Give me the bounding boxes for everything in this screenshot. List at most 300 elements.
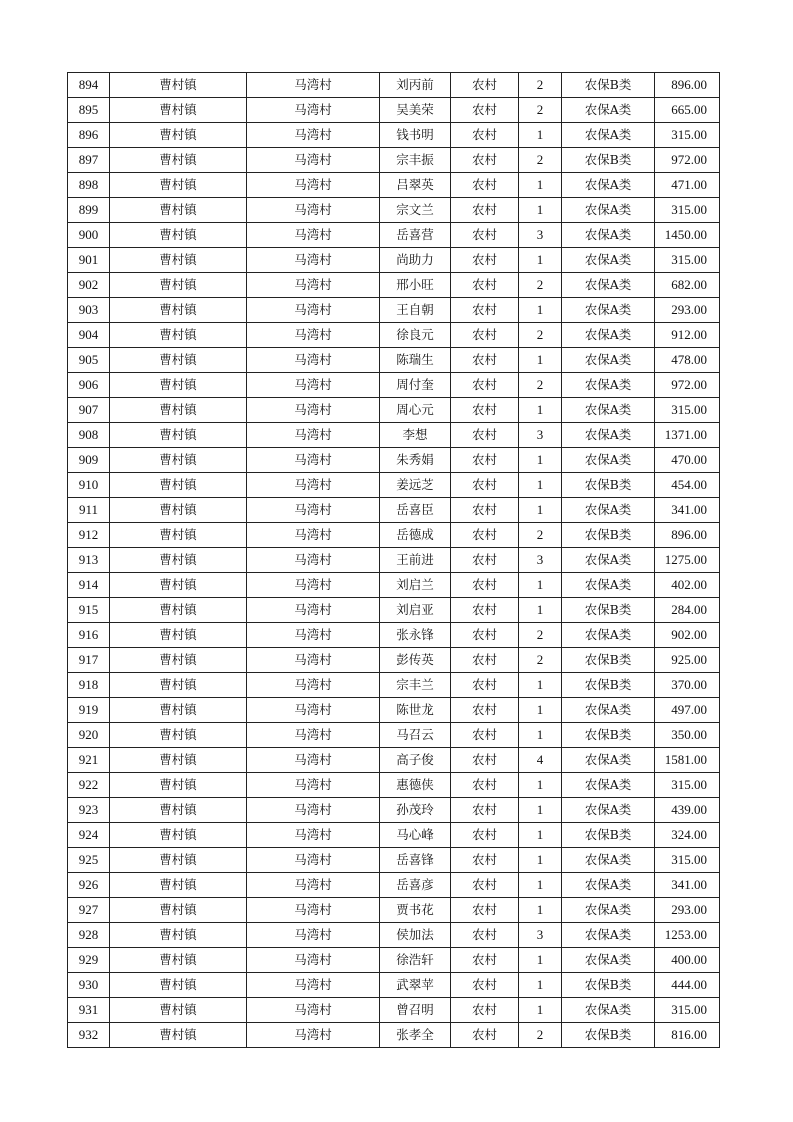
- row-number-cell: 909: [68, 448, 110, 473]
- area-type-cell: 农村: [451, 948, 519, 973]
- person-name-cell: 刘丙前: [380, 73, 451, 98]
- household-count-cell: 3: [519, 548, 562, 573]
- village-cell: 马湾村: [247, 248, 380, 273]
- row-number-cell: 930: [68, 973, 110, 998]
- area-type-cell: 农村: [451, 998, 519, 1023]
- household-count-cell: 2: [519, 323, 562, 348]
- table-row: [68, 548, 720, 573]
- table-row: [68, 898, 720, 923]
- amount-cell: 1253.00: [655, 923, 720, 948]
- insurance-category-cell: 农保B类: [562, 673, 655, 698]
- town-cell: 曹村镇: [110, 398, 247, 423]
- village-cell: 马湾村: [247, 648, 380, 673]
- amount-cell: 293.00: [655, 298, 720, 323]
- village-cell: 马湾村: [247, 923, 380, 948]
- amount-cell: 896.00: [655, 523, 720, 548]
- person-name-cell: 宗丰振: [380, 148, 451, 173]
- row-number-cell: 903: [68, 298, 110, 323]
- person-name-cell: 姜远芝: [380, 473, 451, 498]
- row-number-cell: 895: [68, 98, 110, 123]
- household-count-cell: 1: [519, 723, 562, 748]
- amount-cell: 478.00: [655, 348, 720, 373]
- insurance-category-cell: 农保A类: [562, 548, 655, 573]
- area-type-cell: 农村: [451, 848, 519, 873]
- insurance-category-cell: 农保A类: [562, 698, 655, 723]
- area-type-cell: 农村: [451, 473, 519, 498]
- household-count-cell: 2: [519, 273, 562, 298]
- row-number-cell: 912: [68, 523, 110, 548]
- household-count-cell: 1: [519, 973, 562, 998]
- row-number-cell: 925: [68, 848, 110, 873]
- table-row: [68, 1023, 720, 1048]
- amount-cell: 315.00: [655, 773, 720, 798]
- insurance-category-cell: 农保A类: [562, 623, 655, 648]
- person-name-cell: 张永锋: [380, 623, 451, 648]
- row-number-cell: 921: [68, 748, 110, 773]
- person-name-cell: 陈瑞生: [380, 348, 451, 373]
- person-name-cell: 刘启兰: [380, 573, 451, 598]
- town-cell: 曹村镇: [110, 948, 247, 973]
- village-cell: 马湾村: [247, 548, 380, 573]
- town-cell: 曹村镇: [110, 973, 247, 998]
- person-name-cell: 周心元: [380, 398, 451, 423]
- area-type-cell: 农村: [451, 123, 519, 148]
- household-count-cell: 1: [519, 473, 562, 498]
- town-cell: 曹村镇: [110, 673, 247, 698]
- table-row: [68, 423, 720, 448]
- amount-cell: 315.00: [655, 123, 720, 148]
- table-row: [68, 673, 720, 698]
- amount-cell: 1450.00: [655, 223, 720, 248]
- amount-cell: 896.00: [655, 73, 720, 98]
- person-name-cell: 彭传英: [380, 648, 451, 673]
- area-type-cell: 农村: [451, 1023, 519, 1048]
- row-number-cell: 922: [68, 773, 110, 798]
- row-number-cell: 910: [68, 473, 110, 498]
- village-cell: 马湾村: [247, 573, 380, 598]
- amount-cell: 284.00: [655, 598, 720, 623]
- person-name-cell: 吴美荣: [380, 98, 451, 123]
- person-name-cell: 侯加法: [380, 923, 451, 948]
- household-count-cell: 1: [519, 848, 562, 873]
- town-cell: 曹村镇: [110, 648, 247, 673]
- insurance-category-cell: 农保A类: [562, 123, 655, 148]
- village-cell: 马湾村: [247, 898, 380, 923]
- amount-cell: 682.00: [655, 273, 720, 298]
- area-type-cell: 农村: [451, 373, 519, 398]
- insurance-category-cell: 农保A类: [562, 298, 655, 323]
- town-cell: 曹村镇: [110, 98, 247, 123]
- person-name-cell: 刘启亚: [380, 598, 451, 623]
- village-cell: 马湾村: [247, 123, 380, 148]
- amount-cell: 315.00: [655, 998, 720, 1023]
- table-row: [68, 948, 720, 973]
- area-type-cell: 农村: [451, 798, 519, 823]
- table-row: [68, 598, 720, 623]
- village-cell: 马湾村: [247, 623, 380, 648]
- table-body: [68, 73, 720, 1048]
- town-cell: 曹村镇: [110, 723, 247, 748]
- village-cell: 马湾村: [247, 198, 380, 223]
- insurance-category-cell: 农保A类: [562, 273, 655, 298]
- table-row: [68, 298, 720, 323]
- area-type-cell: 农村: [451, 873, 519, 898]
- town-cell: 曹村镇: [110, 473, 247, 498]
- amount-cell: 402.00: [655, 573, 720, 598]
- insurance-category-cell: 农保B类: [562, 73, 655, 98]
- area-type-cell: 农村: [451, 273, 519, 298]
- household-count-cell: 1: [519, 873, 562, 898]
- town-cell: 曹村镇: [110, 223, 247, 248]
- amount-cell: 470.00: [655, 448, 720, 473]
- insurance-category-cell: 农保A类: [562, 98, 655, 123]
- amount-cell: 400.00: [655, 948, 720, 973]
- row-number-cell: 908: [68, 423, 110, 448]
- village-cell: 马湾村: [247, 348, 380, 373]
- town-cell: 曹村镇: [110, 798, 247, 823]
- village-cell: 马湾村: [247, 498, 380, 523]
- household-count-cell: 1: [519, 823, 562, 848]
- person-name-cell: 吕翠英: [380, 173, 451, 198]
- insurance-category-cell: 农保A类: [562, 248, 655, 273]
- town-cell: 曹村镇: [110, 848, 247, 873]
- amount-cell: 350.00: [655, 723, 720, 748]
- table-row: [68, 698, 720, 723]
- row-number-cell: 897: [68, 148, 110, 173]
- village-cell: 马湾村: [247, 298, 380, 323]
- table-row: [68, 623, 720, 648]
- amount-cell: 341.00: [655, 873, 720, 898]
- town-cell: 曹村镇: [110, 898, 247, 923]
- town-cell: 曹村镇: [110, 523, 247, 548]
- table-row: [68, 473, 720, 498]
- insurance-category-cell: 农保B类: [562, 723, 655, 748]
- table-row: [68, 223, 720, 248]
- row-number-cell: 899: [68, 198, 110, 223]
- town-cell: 曹村镇: [110, 998, 247, 1023]
- town-cell: 曹村镇: [110, 323, 247, 348]
- household-count-cell: 1: [519, 398, 562, 423]
- table-row: [68, 148, 720, 173]
- area-type-cell: 农村: [451, 598, 519, 623]
- insurance-category-cell: 农保B类: [562, 1023, 655, 1048]
- town-cell: 曹村镇: [110, 498, 247, 523]
- row-number-cell: 913: [68, 548, 110, 573]
- village-cell: 马湾村: [247, 148, 380, 173]
- amount-cell: 293.00: [655, 898, 720, 923]
- area-type-cell: 农村: [451, 198, 519, 223]
- person-name-cell: 陈世龙: [380, 698, 451, 723]
- person-name-cell: 宗丰兰: [380, 673, 451, 698]
- person-name-cell: 马召云: [380, 723, 451, 748]
- insurance-category-cell: 农保A类: [562, 348, 655, 373]
- row-number-cell: 918: [68, 673, 110, 698]
- person-name-cell: 高子俊: [380, 748, 451, 773]
- amount-cell: 925.00: [655, 648, 720, 673]
- area-type-cell: 农村: [451, 723, 519, 748]
- person-name-cell: 岳喜锋: [380, 848, 451, 873]
- village-cell: 马湾村: [247, 598, 380, 623]
- household-count-cell: 1: [519, 698, 562, 723]
- amount-cell: 1275.00: [655, 548, 720, 573]
- person-name-cell: 钱书明: [380, 123, 451, 148]
- person-name-cell: 贾书花: [380, 898, 451, 923]
- area-type-cell: 农村: [451, 73, 519, 98]
- person-name-cell: 王前进: [380, 548, 451, 573]
- row-number-cell: 917: [68, 648, 110, 673]
- person-name-cell: 曾召明: [380, 998, 451, 1023]
- table-row: [68, 648, 720, 673]
- amount-cell: 972.00: [655, 373, 720, 398]
- insurance-category-cell: 农保A类: [562, 223, 655, 248]
- row-number-cell: 914: [68, 573, 110, 598]
- row-number-cell: 932: [68, 1023, 110, 1048]
- person-name-cell: 李想: [380, 423, 451, 448]
- amount-cell: 497.00: [655, 698, 720, 723]
- household-count-cell: 1: [519, 348, 562, 373]
- town-cell: 曹村镇: [110, 273, 247, 298]
- row-number-cell: 900: [68, 223, 110, 248]
- household-count-cell: 1: [519, 448, 562, 473]
- household-count-cell: 2: [519, 148, 562, 173]
- table-row: [68, 923, 720, 948]
- table-row: [68, 498, 720, 523]
- table-row: [68, 798, 720, 823]
- row-number-cell: 902: [68, 273, 110, 298]
- town-cell: 曹村镇: [110, 248, 247, 273]
- row-number-cell: 901: [68, 248, 110, 273]
- town-cell: 曹村镇: [110, 123, 247, 148]
- village-cell: 马湾村: [247, 1023, 380, 1048]
- household-count-cell: 1: [519, 998, 562, 1023]
- household-count-cell: 1: [519, 123, 562, 148]
- area-type-cell: 农村: [451, 248, 519, 273]
- table-row: [68, 873, 720, 898]
- insurance-category-cell: 农保B类: [562, 148, 655, 173]
- person-name-cell: 徐良元: [380, 323, 451, 348]
- area-type-cell: 农村: [451, 298, 519, 323]
- person-name-cell: 尚助力: [380, 248, 451, 273]
- amount-cell: 665.00: [655, 98, 720, 123]
- amount-cell: 1581.00: [655, 748, 720, 773]
- household-count-cell: 1: [519, 198, 562, 223]
- person-name-cell: 王自朝: [380, 298, 451, 323]
- amount-cell: 444.00: [655, 973, 720, 998]
- town-cell: 曹村镇: [110, 1023, 247, 1048]
- area-type-cell: 农村: [451, 973, 519, 998]
- household-count-cell: 2: [519, 623, 562, 648]
- village-cell: 马湾村: [247, 448, 380, 473]
- table-row: [68, 448, 720, 473]
- town-cell: 曹村镇: [110, 923, 247, 948]
- town-cell: 曹村镇: [110, 73, 247, 98]
- town-cell: 曹村镇: [110, 373, 247, 398]
- area-type-cell: 农村: [451, 573, 519, 598]
- table-row: [68, 823, 720, 848]
- insurance-category-cell: 农保A类: [562, 373, 655, 398]
- village-cell: 马湾村: [247, 873, 380, 898]
- town-cell: 曹村镇: [110, 823, 247, 848]
- table-row: [68, 723, 720, 748]
- village-cell: 马湾村: [247, 323, 380, 348]
- village-cell: 马湾村: [247, 723, 380, 748]
- row-number-cell: 926: [68, 873, 110, 898]
- household-count-cell: 1: [519, 798, 562, 823]
- amount-cell: 912.00: [655, 323, 720, 348]
- amount-cell: 315.00: [655, 248, 720, 273]
- area-type-cell: 农村: [451, 523, 519, 548]
- town-cell: 曹村镇: [110, 148, 247, 173]
- household-count-cell: 1: [519, 298, 562, 323]
- area-type-cell: 农村: [451, 98, 519, 123]
- amount-cell: 324.00: [655, 823, 720, 848]
- insurance-category-cell: 农保A类: [562, 173, 655, 198]
- table-row: [68, 998, 720, 1023]
- person-name-cell: 邢小旺: [380, 273, 451, 298]
- household-count-cell: 1: [519, 948, 562, 973]
- table-row: [68, 123, 720, 148]
- row-number-cell: 920: [68, 723, 110, 748]
- row-number-cell: 929: [68, 948, 110, 973]
- row-number-cell: 915: [68, 598, 110, 623]
- table-row: [68, 573, 720, 598]
- insurance-category-cell: 农保A类: [562, 873, 655, 898]
- area-type-cell: 农村: [451, 423, 519, 448]
- insurance-category-cell: 农保B类: [562, 823, 655, 848]
- village-cell: 马湾村: [247, 223, 380, 248]
- person-name-cell: 马心峰: [380, 823, 451, 848]
- person-name-cell: 周付奎: [380, 373, 451, 398]
- table-row: [68, 273, 720, 298]
- insurance-category-cell: 农保A类: [562, 773, 655, 798]
- table-row: [68, 398, 720, 423]
- household-count-cell: 2: [519, 373, 562, 398]
- area-type-cell: 农村: [451, 323, 519, 348]
- village-cell: 马湾村: [247, 848, 380, 873]
- insurance-category-cell: 农保A类: [562, 898, 655, 923]
- insurance-category-cell: 农保A类: [562, 448, 655, 473]
- row-number-cell: 898: [68, 173, 110, 198]
- table-row: [68, 73, 720, 98]
- person-name-cell: 岳喜营: [380, 223, 451, 248]
- village-cell: 马湾村: [247, 423, 380, 448]
- town-cell: 曹村镇: [110, 348, 247, 373]
- amount-cell: 315.00: [655, 198, 720, 223]
- amount-cell: 1371.00: [655, 423, 720, 448]
- person-name-cell: 宗文兰: [380, 198, 451, 223]
- household-count-cell: 2: [519, 648, 562, 673]
- household-count-cell: 1: [519, 673, 562, 698]
- amount-cell: 816.00: [655, 1023, 720, 1048]
- area-type-cell: 农村: [451, 548, 519, 573]
- household-count-cell: 3: [519, 223, 562, 248]
- row-number-cell: 919: [68, 698, 110, 723]
- household-count-cell: 1: [519, 173, 562, 198]
- household-count-cell: 1: [519, 573, 562, 598]
- area-type-cell: 农村: [451, 448, 519, 473]
- town-cell: 曹村镇: [110, 698, 247, 723]
- person-name-cell: 孙茂玲: [380, 798, 451, 823]
- person-name-cell: 惠德侠: [380, 773, 451, 798]
- area-type-cell: 农村: [451, 173, 519, 198]
- insurance-category-cell: 农保A类: [562, 798, 655, 823]
- town-cell: 曹村镇: [110, 623, 247, 648]
- town-cell: 曹村镇: [110, 173, 247, 198]
- row-number-cell: 904: [68, 323, 110, 348]
- row-number-cell: 931: [68, 998, 110, 1023]
- amount-cell: 471.00: [655, 173, 720, 198]
- insurance-category-cell: 农保A类: [562, 948, 655, 973]
- insurance-category-cell: 农保B类: [562, 648, 655, 673]
- table-row: [68, 848, 720, 873]
- insurance-category-cell: 农保B类: [562, 973, 655, 998]
- row-number-cell: 924: [68, 823, 110, 848]
- town-cell: 曹村镇: [110, 598, 247, 623]
- household-count-cell: 3: [519, 923, 562, 948]
- town-cell: 曹村镇: [110, 573, 247, 598]
- table-row: [68, 323, 720, 348]
- village-cell: 马湾村: [247, 973, 380, 998]
- table-row: [68, 773, 720, 798]
- area-type-cell: 农村: [451, 898, 519, 923]
- area-type-cell: 农村: [451, 773, 519, 798]
- town-cell: 曹村镇: [110, 873, 247, 898]
- table-row: [68, 248, 720, 273]
- village-cell: 马湾村: [247, 698, 380, 723]
- village-cell: 马湾村: [247, 73, 380, 98]
- insurance-category-cell: 农保B类: [562, 473, 655, 498]
- amount-cell: 370.00: [655, 673, 720, 698]
- person-name-cell: 武翠苹: [380, 973, 451, 998]
- amount-cell: 454.00: [655, 473, 720, 498]
- household-count-cell: 1: [519, 598, 562, 623]
- household-count-cell: 4: [519, 748, 562, 773]
- area-type-cell: 农村: [451, 823, 519, 848]
- person-name-cell: 徐浩轩: [380, 948, 451, 973]
- area-type-cell: 农村: [451, 923, 519, 948]
- town-cell: 曹村镇: [110, 548, 247, 573]
- village-cell: 马湾村: [247, 473, 380, 498]
- area-type-cell: 农村: [451, 398, 519, 423]
- relief-roster-table: [67, 72, 720, 1048]
- household-count-cell: 1: [519, 248, 562, 273]
- area-type-cell: 农村: [451, 648, 519, 673]
- area-type-cell: 农村: [451, 223, 519, 248]
- area-type-cell: 农村: [451, 698, 519, 723]
- table-row: [68, 748, 720, 773]
- area-type-cell: 农村: [451, 148, 519, 173]
- insurance-category-cell: 农保A类: [562, 998, 655, 1023]
- row-number-cell: 896: [68, 123, 110, 148]
- insurance-category-cell: 农保A类: [562, 573, 655, 598]
- household-count-cell: 1: [519, 773, 562, 798]
- person-name-cell: 张孝全: [380, 1023, 451, 1048]
- person-name-cell: 朱秀娟: [380, 448, 451, 473]
- town-cell: 曹村镇: [110, 198, 247, 223]
- insurance-category-cell: 农保A类: [562, 498, 655, 523]
- household-count-cell: 1: [519, 898, 562, 923]
- row-number-cell: 905: [68, 348, 110, 373]
- person-name-cell: 岳德成: [380, 523, 451, 548]
- area-type-cell: 农村: [451, 673, 519, 698]
- village-cell: 马湾村: [247, 398, 380, 423]
- row-number-cell: 928: [68, 923, 110, 948]
- amount-cell: 315.00: [655, 398, 720, 423]
- town-cell: 曹村镇: [110, 448, 247, 473]
- table-row: [68, 198, 720, 223]
- row-number-cell: 911: [68, 498, 110, 523]
- town-cell: 曹村镇: [110, 423, 247, 448]
